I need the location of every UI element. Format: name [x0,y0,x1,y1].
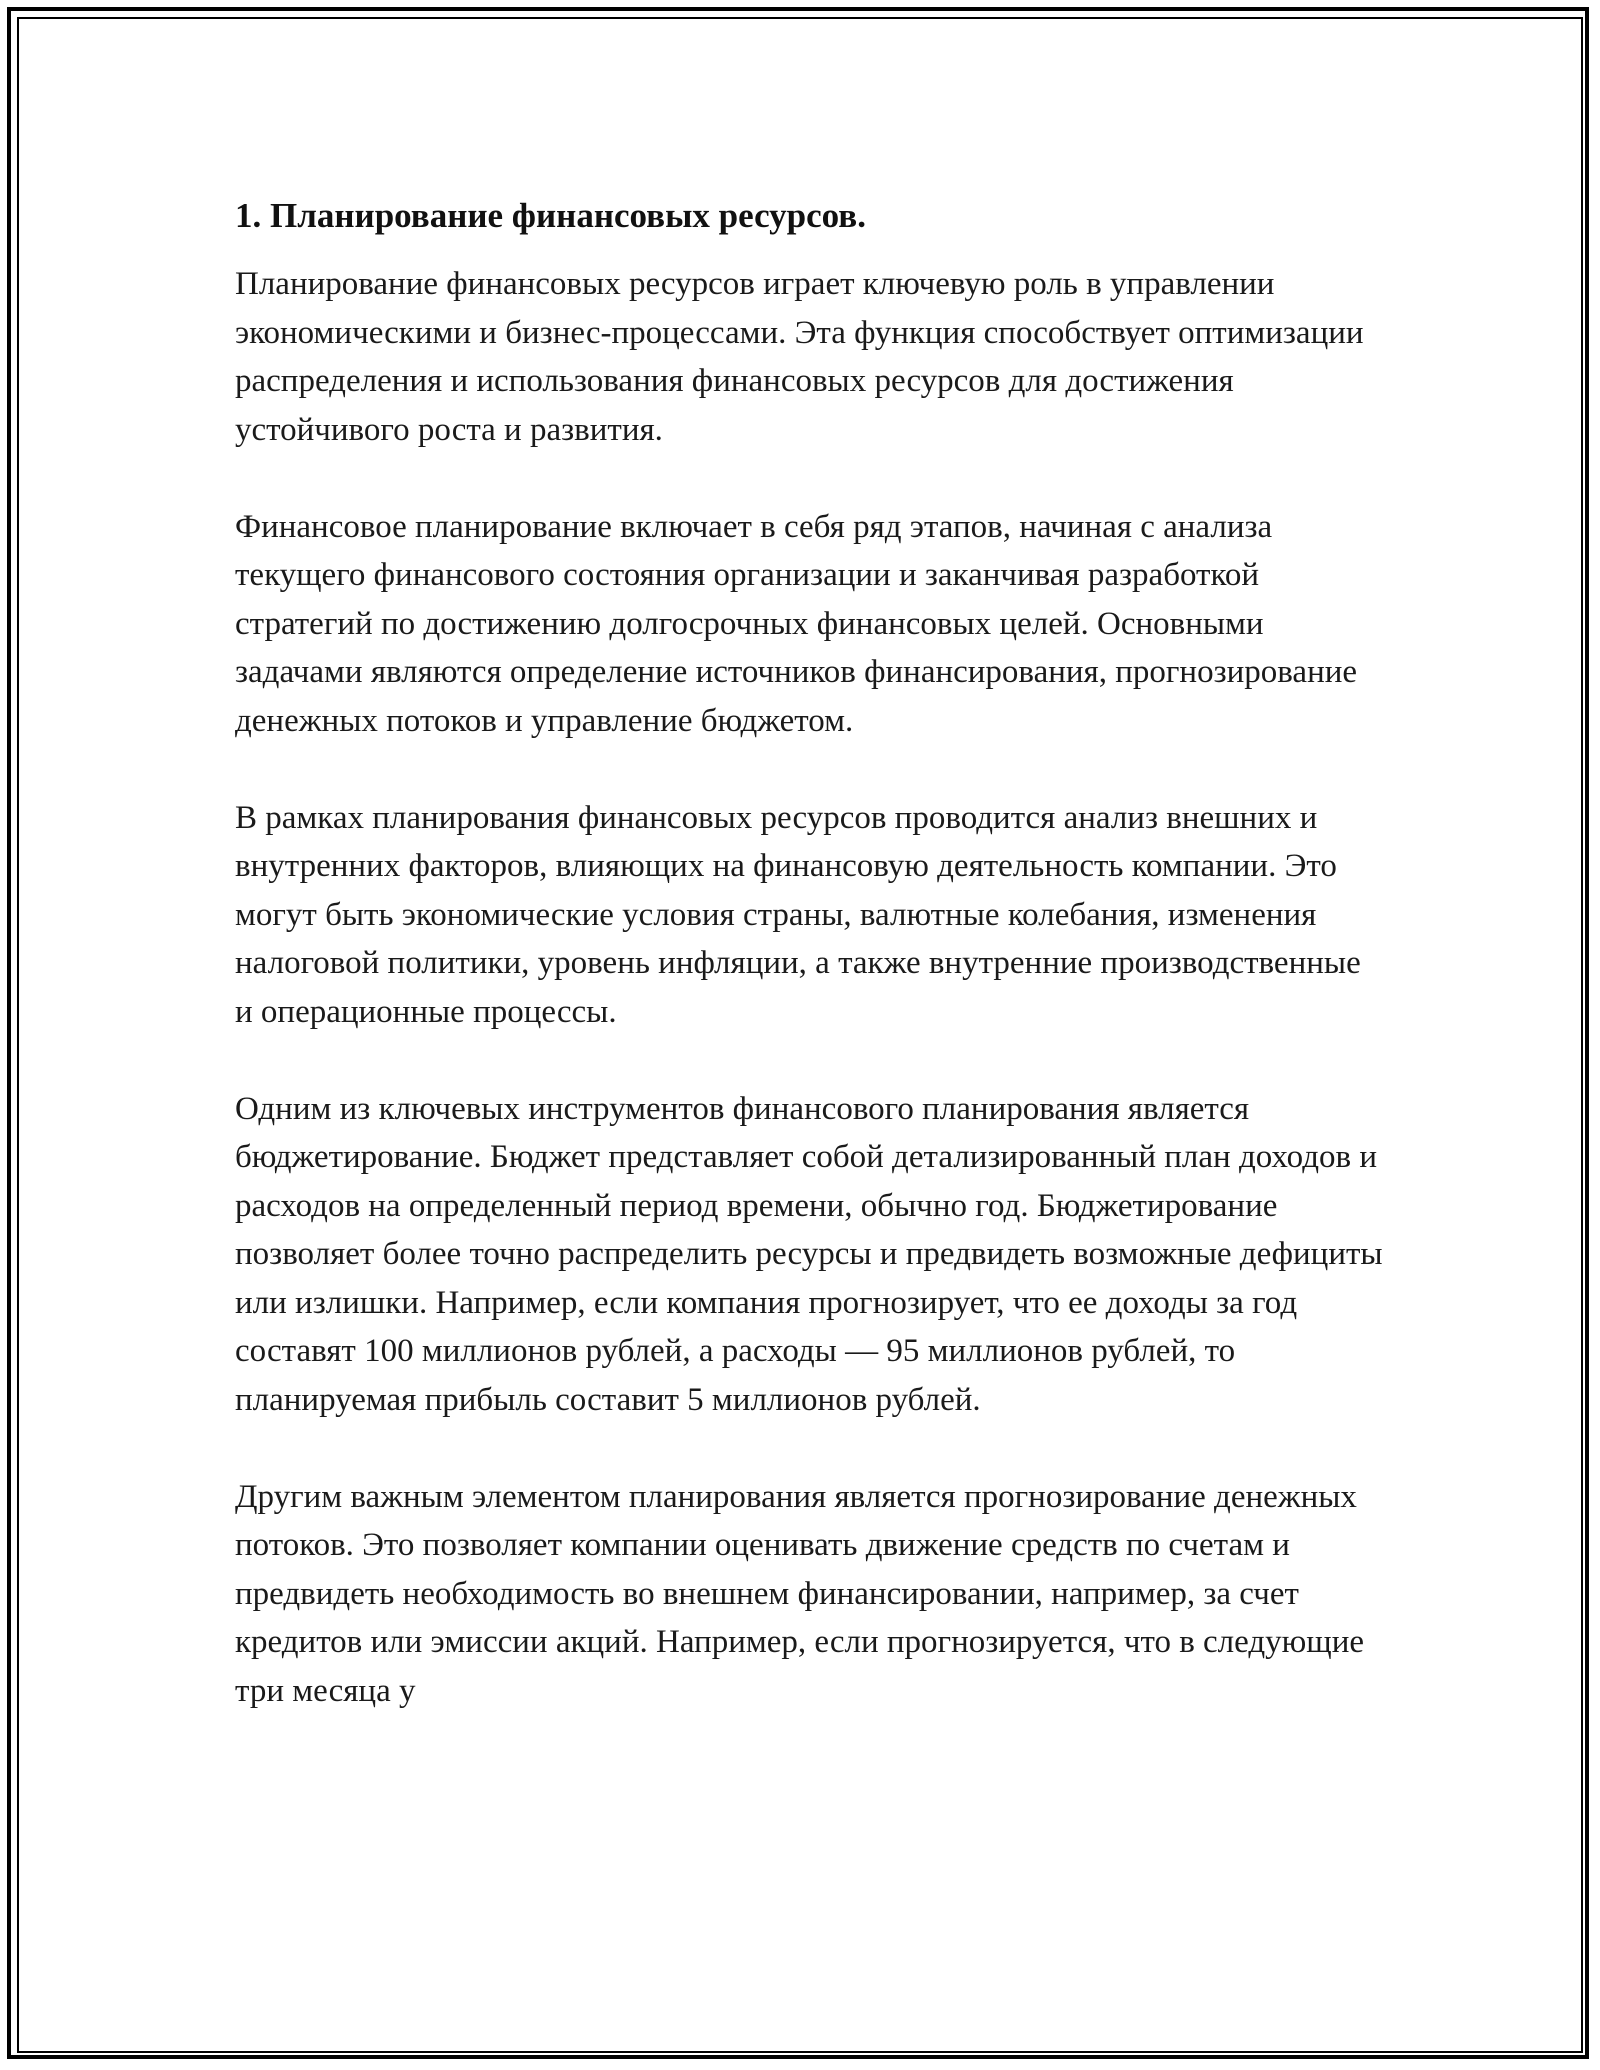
paragraph-5: Другим важным элементом планирования является прогнозирование денежных потоков. Это позволяет компании оценивать движение средств по счетам и предвидеть необходимость во внешнем финансировании, например, за счет кредитов или эмиссии акций. Например, если прогнозируется, что в следующие три месяца у [235,1478,1365,1709]
document-body [235,188,1385,1715]
paragraph-2: Финансовое планирование включает в себя ряд этапов, начиная с анализа текущего финансового состояния организации и заканчивая разработкой стратегий по достижению долгосрочных финансовых целей. Основными задачами являются определение источников финансирования, прогнозирование денежных потоков и управление бюджетом. [235,508,1358,739]
paragraph-3: В рамках планирования финансовых ресурсов проводится анализ внешних и внутренних факторов, влияющих на финансовую деятельность компании. Это могут быть экономические условия страны, валютные колебания, изменения налоговой политики, уровень инфляции, а также внутренние производственные и операционные процессы. [235,799,1361,1030]
paragraph-4: Одним из ключевых инструментов финансового планирования является бюджетирование. Бюджет представляет собой детализированный план доходов и расходов на определенный период времени, обычно год. Бюджетирование позволяет более точно распределить ресурсы и предвидеть возможные дефициты или излишки. Например, если компания прогнозирует, что ее доходы за год составят 100 миллионов рублей, а расходы — 95 миллионов рублей, то планируемая прибыль составит 5 миллионов рублей. [235,1090,1383,1418]
paragraph-1: Планирование финансовых ресурсов играет ключевую роль в управлении экономическими и бизнес-процессами. Эта функция способствует оптимизации распределения и использования финансовых ресурсов для достижения устойчивого роста и развития. [235,266,1364,448]
section-heading: 1. Планирование финансовых ресурсов. [235,196,866,235]
